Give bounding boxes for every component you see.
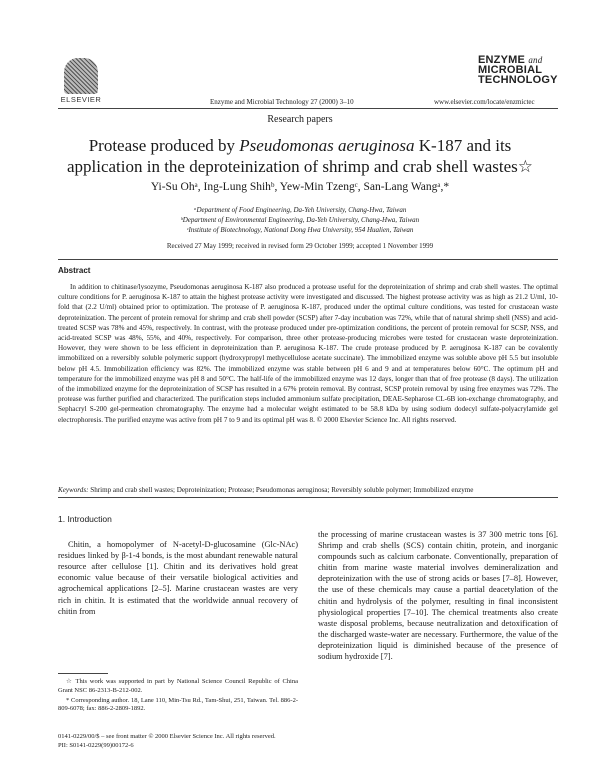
header-divider xyxy=(58,108,558,109)
affiliation-b: ᵇDepartment of Environmental Engineering, Da-Yeh University, Chang-Hwa, Taiwan xyxy=(180,216,420,224)
masthead-line3: TECHNOLOGY xyxy=(478,74,558,86)
abstract-text: In addition to chitinase/lysozyme, Pseudomonas aeruginosa K-187 also produced a protease useful for the deproteinization of shrimp and crab shell wastes. The optimal culture conditions for P. aeruginosa K-187 to attain the highest protease activity were investigated and discussed. The highest protease activity was as high as 21.2 U/ml, 10-fold that (2.2 U/ml) obtained prior to optimization. The protease of P. aeruginosa K-187, produced under the optimal culture conditions, was tested for crustacean waste deproteinization. The percent of protein removal for shrimp and crab shell powder (SCSP) after 7-day incubation was 72%, while that of natural shrimp shell (NSS) and acid-treated SCSP was 78% and 45%, respectively. In contrast, with the protease produced under pre-optimization conditions, the percent of protein removal for SCSP, NSS, and acid-treated SCSP was 48%, 55%, and 40%, respectively. For comparison, three other protease-producing microbes were tested for crustacean waste deproteinization. However, they were shown to be less efficient in deproteinization than P. aeruginosa K-187. The crude protease produced by P. aeruginosa K-187 can be covalently immobilized on a reversibly soluble polymeric support (hydroxypropyl methycellulose acetate succinate). The immobilized enzyme was soluble above pH 5.5 but insoluble below pH 4.5. Immobilization efficiency was 82%. The immobilized enzyme was stable between pH 6 and 9 and at temperatures below 60°C. The optimum pH and temperature for the immobilized enzyme was pH 8 and 50°C. The half-life of the immobilized enzyme was 12 days, longer than that of free protease (8 days). The utilization of the immobilized enzyme for the deproteinization of SCSP has resulted in a 67% protein removal. By contrast, SCSP protein removal by using free enzymes was 72%. The protease was further purified and characterized. The purification steps included ammonium sulfate precipitation, DEAE-Sepharose CL-6B ion-exchange chromatography, and Sephacryl S-200 gel-permeation chromatography. The enzyme had a molecular weight estimated to be 58.8 kDa by using sodium dodecyl sulfate-polyacrylamide gel electrophoresis. The purified enzyme was active from pH 7 to 9 and its optimal pH was 8. © 2000 Elsevier Science Inc. All rights reserved. xyxy=(58,283,558,424)
footnote-divider xyxy=(58,673,108,674)
abstract-bottom-divider xyxy=(58,497,558,498)
masthead-and: and xyxy=(528,55,543,65)
intro-paragraph-right: the processing of marine crustacean wastes is 37 300 metric tons [6]. Shrimp and crab shells (SCS) contain chitin, protein, and inorganic compounds such as calcium carbonate. Conventionally, preparation of chitin from marine waste material involves demineralization and deproteinization with the use of strong acids or bases [7–8]. However, the use of these chemicals may cause a partial deacetylation of the chitin and hydrolysis of the polymer, resulting in final inconsistent physiological properties [7–10]. The chemical treatments also create waste disposal problems, because neutralization and detoxification of the discharged waste-water are necessary. Furthermore, the value of the deproteinization liquid is diminished because of the presence of sodium hydroxide [7]. xyxy=(318,530,558,662)
masthead-line2: MICROBIAL xyxy=(478,64,543,76)
elsevier-tree-icon xyxy=(64,58,98,94)
affiliation-a: ᵃDepartment of Food Engineering, Da-Yeh University, Chang-Hwa, Taiwan xyxy=(193,206,407,214)
affiliation-c: ᶜInstitute of Biotechnology, National Dong Hwa University, 954 Hualien, Taiwan xyxy=(186,226,414,234)
section-heading-introduction: 1. Introduction xyxy=(58,514,112,524)
keywords xyxy=(58,486,558,494)
journal-masthead xyxy=(478,55,558,85)
elsevier-logo xyxy=(58,58,104,108)
title-species: Pseudomonas aeruginosa xyxy=(239,136,415,155)
journal-reference: Enzyme and Microbial Technology 27 (2000) 3–10 xyxy=(210,98,354,106)
section-type: Research papers xyxy=(267,114,333,125)
title-part-a: Protease produced by xyxy=(88,136,240,155)
left-column xyxy=(58,514,298,617)
footnote-corresponding: * Corresponding author. 18, Lane 110, Min-Tsu Rd., Tam-Shui, 251, Taiwan. Tel. 886-2-809-6078; fax: 886-2-2809-1892. xyxy=(58,696,298,713)
footer-copyright: 0141-0229/00/$ – see front matter © 2000 Elsevier Science Inc. All rights reserved. xyxy=(58,733,276,740)
publisher-logo-text: ELSEVIER xyxy=(60,95,102,104)
abstract-top-divider xyxy=(58,259,558,260)
masthead-line1: ENZYME xyxy=(478,54,526,66)
footnote-funding: ☆ This work was supported in part by National Science Council Republic of China Grant NSC 86-2313-B-212-002. xyxy=(58,678,298,694)
author-list: Yi-Su Ohᵃ, Ing-Lung Shihᵇ, Yew-Min Tzengᶜ, San-Lang Wangᵃ,* xyxy=(150,181,450,193)
keywords-list: Shrimp and crab shell wastes; Deproteinization; Protease; Pseudomonas aeruginosa; Reversibly soluble polymer; Immobilized enzyme xyxy=(88,486,474,494)
title-part-b: K-187 and its xyxy=(414,136,512,155)
abstract-heading: Abstract xyxy=(58,266,91,275)
page-footer xyxy=(58,733,458,750)
footnotes xyxy=(58,678,298,715)
right-column xyxy=(318,529,558,662)
keywords-label: Keywords: xyxy=(58,486,89,494)
article-title xyxy=(60,135,540,177)
journal-url[interactable]: www.elsevier.com/locate/enzmictec xyxy=(434,98,535,106)
title-line2: application in the deproteinization of shrimp and crab shell wastes☆ xyxy=(66,157,534,176)
intro-paragraph-left: Chitin, a homopolymer of N-acetyl-D-glucosamine (Glc-NAc) residues linked by β-1-4 bonds, is the most abundant renewable natural resource after cellulose [1]. Chitin and its derivatives hold great economic value because of their versatile biological activities and agrochemical applications [2–5]. Marine crustacean wastes are very rich in chitin. It is estimated that the worldwide annual recovery of chitin from xyxy=(58,540,298,616)
received-dates: Received 27 May 1999; received in revised form 29 October 1999; accepted 1 November 1999 xyxy=(166,242,434,250)
footer-pii: PII: S0141-0229(99)00172-6 xyxy=(58,741,134,749)
